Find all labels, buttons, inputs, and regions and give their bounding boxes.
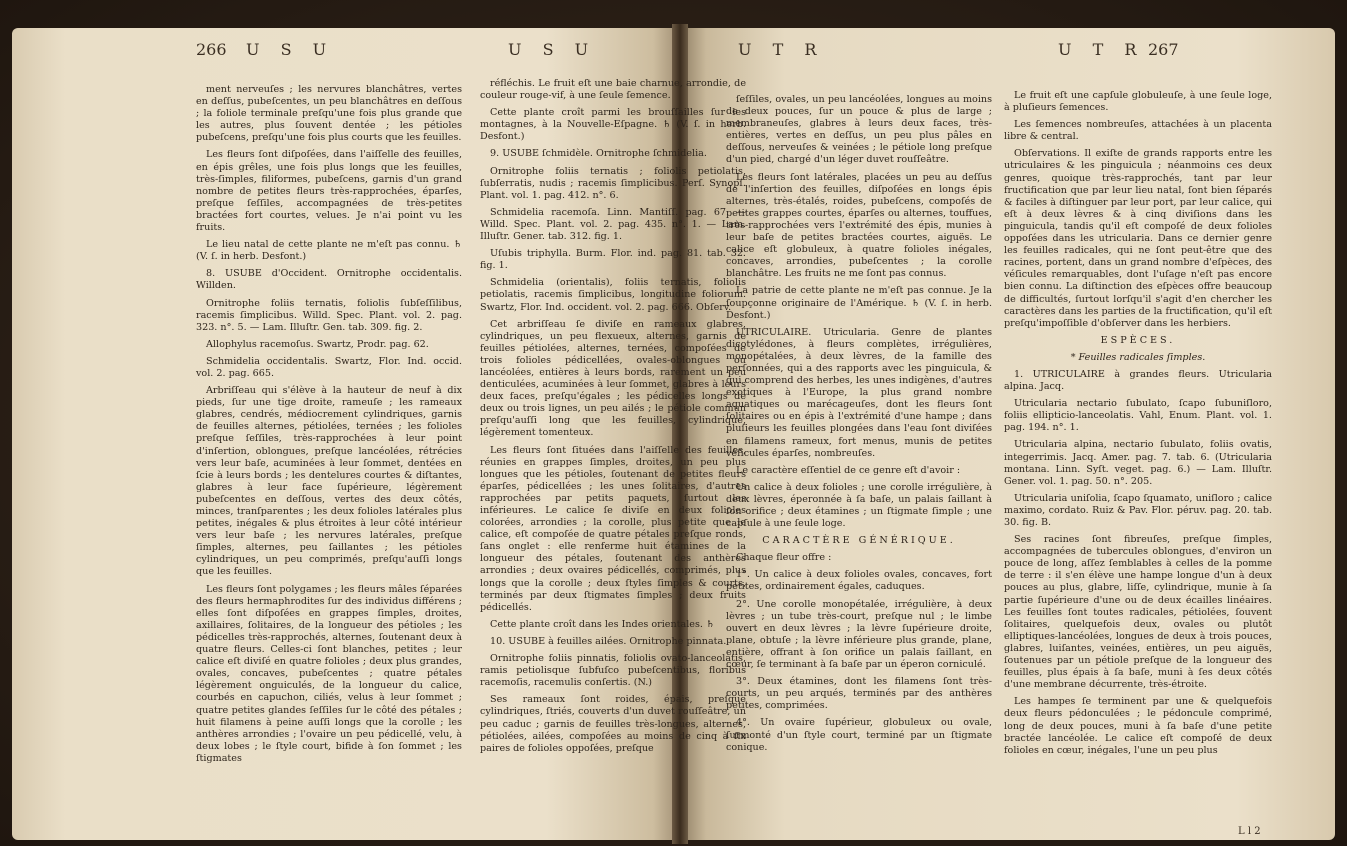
paragraph: Allophylus racemoſus. Swartz, Prodr. pag. 62.: [206, 338, 429, 350]
paragraph: ment nerveuſes ; les nervures blanchâtres, vertes en deſſus, pubeſcentes, un peu blanchâtres en deſſous ; la foliole terminale preſqu'une fois plus grande que les autres, plus ſouvent dentée ; les pétioles pubeſcens, preſqu'une fois plus courts que les feuilles.: [196, 84, 462, 144]
paragraph: Les ſemences nombreuſes, attachées à un placenta libre & central.: [1004, 119, 1272, 143]
paragraph: Cette plante croît dans les Indes orientales. ♄: [490, 618, 715, 630]
paragraph: Le caractère eſſentiel de ce genre eſt d'avoir :: [736, 464, 961, 476]
paragraph: réfléchis. Le fruit eſt une baie charnue, arrondie, de couleur rouge-vif, à une ſeule ſemence.: [480, 78, 746, 102]
paragraph: Schmidelia occidentalis. Swartz, Flor. Ind. occid. vol. 2. pag. 665.: [196, 355, 462, 379]
paragraph: Les fleurs ſont latérales, placées un peu au deſſus de l'inſertion des feuilles, diſpoſées en longs épis alternes, très-étalés, roides, pubeſcens, compoſés de petites grappes courtes, éparſes ou alternes, touffues, très-rapprochées vers l'extrémité des épis, munies à leur baſe de petites bractées courtes, aiguës. Le calice eſt globuleux, à quatre folioles inégales, concaves, arrondies, pubeſcentes ; la corolle blanchâtre. Les fruits ne me ſont pas connus.: [726, 171, 992, 280]
paragraph: Utricularia nectario ſubulato, ſcapo ſubuniſloro, foliis ellipticio-lanceolatis. Vahl, Enum. Plant. vol. 1. pag. 194. n°. 1.: [1004, 398, 1272, 434]
page-signature: L l 2: [1238, 826, 1261, 837]
paragraph: Le fruit eſt une capſule globuleuſe, à une ſeule loge, à pluſieurs ſemences.: [1004, 90, 1272, 114]
paragraph: Utricularia uniſolia, ſcapo ſquamato, uniſloro ; calice maximo, cordato. Ruiz & Pav. Flor. péruv. pag. 20. tab. 30. fig. B.: [1004, 492, 1272, 528]
right-running-head-1: U T R: [738, 40, 825, 59]
paragraph: 1. UTRICULAIRE à grandes fleurs. Utricularia alpina. Jacq.: [1004, 368, 1272, 393]
left-column-2: [480, 78, 746, 760]
paragraph: ſeſſiles, ovales, un peu lancéolées, longues au moins de deux pouces, ſur un pouce & plus de large ; membraneuſes, glabres à leurs deux faces, très-entières, vertes en deſſus, un peu plus pâles en deſſous, nerveuſes & veinées ; le pétiole long preſque d'un pied, chargé d'un léger duvet rouſſeâtre.: [726, 94, 992, 166]
left-running-head-2: U S U: [508, 40, 597, 59]
paragraph: Schmidelia racemoſa. Linn. Mantiſſ. pag. 67. — Willd. Spec. Plant. vol. 2. pag. 435. n°. 1. — Lam. Illuſtr. Gener. tab. 312. fig. 1.: [480, 206, 746, 243]
paragraph: Le lieu natal de cette plante ne m'eſt pas connu. ♄ (V. ſ. in herb. Desfont.): [196, 239, 462, 263]
paragraph: Ornitrophe foliis pinnatis, foliolis ovato-lanceolatis, ramis petiolisque ſubfuſco pubeſcentibus, floribus racemoſis, racemulis conſertis. (N.): [480, 653, 746, 689]
paragraph: UTRICULAIRE. Utricularia. Genre de plantes dicotylédones, à fleurs complètes, irrégulières, monopétalées, à deux lèvres, de la famille des perſonnées, qui a des rapports avec les pinguicula, & qui comprend des herbes, les unes indigènes, d'autres exotiques à l'Europe, la plus grand nombre aquatiques ou marécageuſes, dont les fleurs ſont ſolitaires ou en épis à l'extrémité d'une hampe ; dans pluſieurs les feuilles plongées dans l'eau ſont diviſées en filamens rameux, fort menus, munis de petites véſicules éparſes, nombreuſes.: [726, 326, 992, 459]
left-column-1: [196, 84, 462, 770]
paragraph: ESPÈCES.: [1100, 334, 1176, 346]
paragraph: 2°. Une corolle monopétalée, irrégulière, à deux lèvres ; un tube très-court, preſque nul ; le limbe ouvert en deux lèvres ; la lèvre ſupérieure droite, plane, obtuſe ; la lèvre inférieure plus grande, plane, entière, offrant à ſon orifice un palais ſaillant, en cœur, ſe terminant à ſa baſe par un éperon corniculé.: [726, 598, 992, 671]
left-folio: 266: [196, 40, 227, 59]
paragraph: 10. USUBE à feuilles ailées. Ornitrophe pinnata.: [490, 635, 727, 647]
paragraph: Ornitrophe foliis ternatis, foliolis ſubſeſſilibus, racemis ſimplicibus. Willd. Spec. Plant. vol. 2. pag. 323. n°. 5. — Lam. Illuſtr. Gen. tab. 309. fig. 2.: [196, 297, 462, 333]
right-folio: 267: [1148, 40, 1179, 59]
paragraph: Les fleurs ſont ſituées dans l'aiſſelle des feuilles, réunies en grappes ſimples, droites, un peu plus longues que les pétioles, ſoutenant de petites fleurs éparſes, pédicellées ; les unes ſolitaires, d'autres rapprochées par petits paquets, ſurtout les inférieures. Le calice ſe diviſe en deux folioles colorées, arrondies ; la corolle, plus petite que le calice, eſt compoſée de quatre pétales preſque ronds, ſans onglet : elle renferme huit étamines de la longueur des pétales, ſoutenant des anthères arrondies ; deux ovaires pédicellés, comprimés, plus longs que la corolle ; deux ſtyles ſimples & courts, terminés par deux ſtigmates ſimples ; deux fruits pédicellés.: [480, 444, 746, 613]
paragraph: La patrie de cette plante ne m'eſt pas connue. Je la ſoupçonne originaire de l'Amérique. ♄ (V. ſ. in herb. Desfont.): [726, 285, 992, 321]
right-column-2: [1004, 90, 1272, 762]
paragraph: Chaque fleur offre :: [736, 552, 832, 564]
paragraph: Obſervations. Il exiſte de grands rapports entre les utriculaires & les pinguicula ; néanmoins ces deux genres, quoique très-rapprochés, tant par leur fructification que par leur lieu natal, ſont bien ſéparés & faciles à diſtinguer par leur port, par leur calice, qui eſt à deux lèvres & à cinq diviſions dans les pinguicula, tandis qu'il eſt compoſé de deux folioles oppoſées dans les utricularia. Dans ce dernier genre les feuilles radicales, qui ne ſont peut-être que des racines, portent, dans un grand nombre d'eſpèces, des véſicules remarquables, dont l'uſage n'eſt pas encore bien connu. La diſtinction des eſpèces offre beaucoup de difficultés, ſurtout lorſqu'il s'agit d'en chercher les caractères dans les parties de la fructification, qu'il eſt preſqu'impoſſible d'obſerver dans les herbiers.: [1004, 148, 1272, 329]
right-running-head-2: U T R: [1058, 40, 1145, 59]
right-column-1: [726, 94, 992, 759]
paragraph: 3°. Deux étamines, dont les filamens ſont très-courts, un peu arqués, terminés par des anthères petites, comprimées.: [726, 676, 992, 712]
paragraph: 9. USUBE ſchmidèle. Ornitrophe ſchmidelia.: [490, 148, 707, 160]
paragraph: Les hampes ſe terminent par une & quelquefois deux fleurs pédonculées ; le pédoncule comprimé, long de deux pouces, muni à ſa baſe d'une petite bractée lancéolée. Le calice eſt compoſé de deux folioles en cœur, inégales, l'une un peu plus: [1004, 696, 1272, 756]
paragraph: * Feuilles radicales ſimples.: [1070, 351, 1206, 363]
paragraph: Ses rameaux ſont roides, épais, preſque cylindriques, ſtriés, couverts d'un duvet rouſſeâtre, un peu caduc ; garnis de feuilles très-longues, alternes, pétiolées, ailées, compoſées au moins de cinq à ſix paires de folioles oppoſées, preſque: [480, 694, 746, 754]
paragraph: Uſubis triphylla. Burm. Flor. ind. pag. 81. tab. 32. fig. 1.: [480, 248, 746, 272]
paragraph: 8. USUBE d'Occident. Ornitrophe occidentalis. Willden.: [196, 268, 462, 292]
paragraph: Utricularia alpina, nectario ſubulato, foliis ovatis, integerrimis. Jacq. Amer. pag. 7. tab. 6. (Utricularia montana. Linn. Syſt. veget. pag. 6.) — Lam. Illuſtr. Gener. vol. 1. pag. 50. n°. 205.: [1004, 439, 1272, 487]
paragraph: 4°. Un ovaire ſupérieur, globuleux ou ovale, ſurmonté d'un ſtyle court, terminé par un ſtigmate conique.: [726, 717, 992, 753]
paragraph: Cette plante croît parmi les brouſſailles ſur les montagnes, à la Nouvelle-Eſpagne. ♄ (V. ſ. in herb. Desfont.): [480, 107, 746, 143]
paragraph: Un calice à deux folioles ; une corolle irrégulière, à deux lèvres, éperonnée à ſa baſe, un palais ſaillant à ſon orifice ; deux étamines ; un ſtigmate ſimple ; une capſule à une ſeule loge.: [726, 481, 992, 530]
paragraph: Schmidelia (orientalis), foliis ternatis, foliolis petiolatis, racemis ſimplicibus, longitudine foliorum. Swartz, Flor. Ind. occident. vol. 2. pag. 666. Obſerv.: [480, 277, 746, 313]
paragraph: CARACTÈRE GÉNÉRIQUE.: [762, 535, 956, 547]
paragraph: Cet arbriſſeau ſe diviſe en rameaux glabres, cylindriques, un peu flexueux, alternes, garnis de feuilles pétiolées, alternes, ternées, compoſées de trois folioles pédicellées, ovales-oblongues ou lancéolées, entières à leurs bords, rarement un peu denticulées, acuminées à leur ſommet, glabres à leurs deux faces, preſqu'égales ; les pédicelles longs de deux ou trois lignes, un peu ailés ; le pétiole commun preſqu'auſſi long que les feuilles, cylindrique, légèrement tomenteux.: [480, 318, 746, 439]
paragraph: Arbriſſeau qui s'élève à la hauteur de neuf à dix pieds, ſur une tige droite, rameuſe ; les rameaux glabres, cendrés, médiocrement cylindriques, garnis de feuilles alternes, pétiolées, ternées ; les folioles preſque ſeſſiles, très-rapprochées à leur point d'inſertion, oblongues, preſque lancéolées, rétrécies vers leur baſe, acuminées à leur ſommet, dentées en ſcie à leurs bords ; les dentelures courtes & diſtantes, glabres à leur face ſupérieure, légèrement pubeſcentes en deſſous, vertes des deux côtés, minces, tranſparentes ; les deux folioles latérales plus petites, inégales & plus étroites à leur côté intérieur vers leur baſe ; les nervures latérales, preſque ſimples, alternes, peu ſaillantes ; les pétioles cylindriques, un peu comprimés, preſqu'auſſi longs que les feuilles.: [196, 385, 462, 578]
paragraph: Les fleurs ſont polygames ; les fleurs mâles ſéparées des fleurs hermaphrodites ſur des individus différens ; elles ſont diſpoſées en grappes ſimples, droites, axillaires, ſolitaires, de la longueur des pétioles ; les pédicelles très-rapprochés, alternes, ſoutenant deux à quatre fleurs. Celles-ci ſont blanches, petites ; leur calice eſt diviſé en quatre folioles ; deux plus grandes, ovales, concaves, pubeſcentes ; quatre pétales légèrement onguiculés, de la longueur du calice, courbés en capuchon, ciliés, velus à leur ſommet ; quatre petites glandes ſeſſiles ſur le côté des pétales ; huit filamens à peine auſſi longs que la corolle ; les anthères arrondies ; l'ovaire un peu pédicellé, velu, à deux lobes ; le ſtyle court, bifide à ſon ſommet ; les ſtigmates: [196, 583, 462, 764]
paragraph: Les fleurs ſont diſpoſées, dans l'aiſſelle des feuilles, en épis grêles, une fois plus longs que les feuilles, très-ſimples, filiformes, pubeſcens, garnis d'un grand nombre de petites fleurs très-rapprochées, éparſes, preſque ſeſſiles, accompagnées de très-petites bractées fort courtes, velues. Je n'ai point vu les fruits.: [196, 149, 462, 234]
paragraph: Ornitrophe foliis ternatis ; foliolis petiolatis, ſubſerratis, nudis ; racemis ſimplicibus. Perſ. Synopſ. Plant. vol. 1. pag. 412. n°. 6.: [480, 165, 746, 201]
paragraph: Ses racines ſont fibreuſes, preſque ſimples, accompagnées de tubercules oblongues, d'environ un pouce de long, aſſez ſemblables à celles de la pomme de terre : il s'en élève une hampe longue d'un à deux pouces au plus, glabre, liſſe, cylindrique, munie à ſa partie ſupérieure d'une ou de deux écailles linéaires. Les feuilles ſont toutes radicales, pétiolées, ſouvent ſolitaires, quelquefois deux, ovales ou plutôt elliptiques-lancéolées, longues de deux à trois pouces, glabres, luiſantes, veinées, entières, un peu aiguës, ſoutenues par un pétiole preſque de la longueur des feuilles, plus épais à ſa baſe, muni à ſes deux côtés d'une membrane décurrente, très-étroite.: [1004, 534, 1272, 691]
left-running-head-1: U S U: [246, 40, 335, 59]
paragraph: 1°. Un calice à deux folioles ovales, concaves, fort petites, ordinairement égales, caduques.: [726, 569, 992, 593]
